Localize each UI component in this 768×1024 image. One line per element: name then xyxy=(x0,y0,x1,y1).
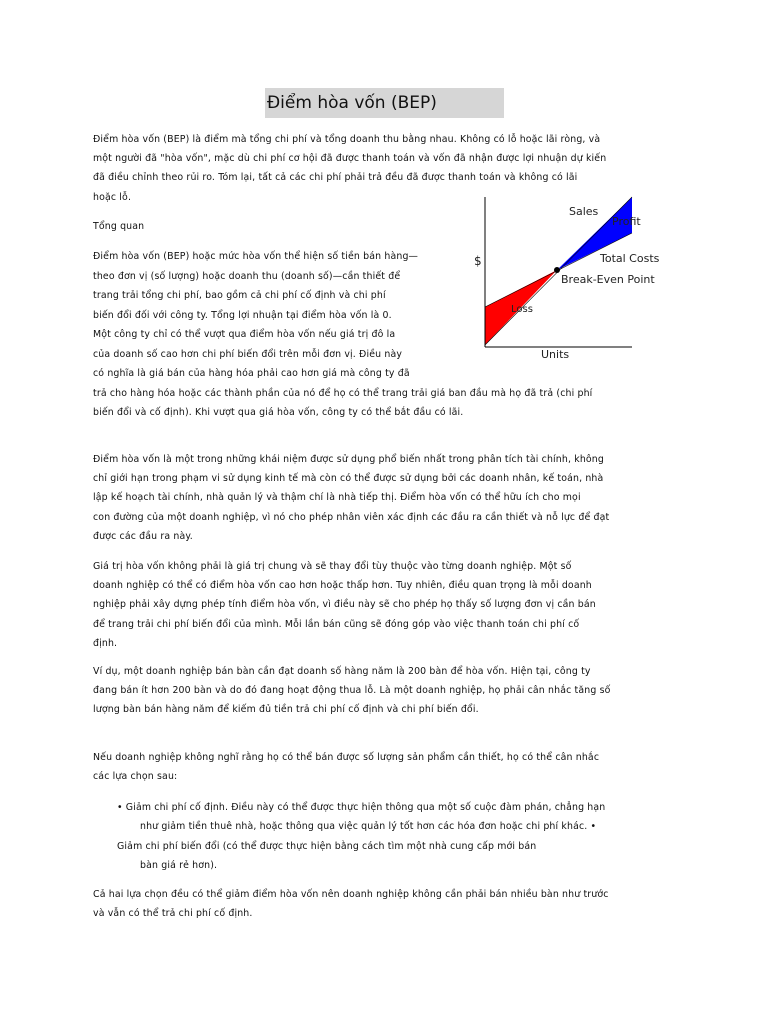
list-item: như giảm tiền thuê nhà, hoặc thông qua việc quản lý tốt hơn các hóa đơn hoặc chi phí khác. • xyxy=(140,821,597,833)
paragraph-2 xyxy=(93,450,675,546)
text-line: của doanh số cao hơn chi phí biến đổi trên mỗi đơn vị. Điều này xyxy=(93,348,403,360)
options-list xyxy=(117,798,677,876)
text-line: con đường của một doanh nghiệp, vì nó cho phép nhân viên xác định các đầu ra cần thiết và nỗ lực để đạt xyxy=(93,511,610,523)
text-line: được các đầu ra này. xyxy=(93,530,193,542)
text-line: nghiệp phải xây dựng phép tính điểm hòa vốn, vì điều này sẽ cho phép họ thấy số lượng đơn vị cần bán xyxy=(93,599,596,611)
text-line: hoặc lỗ. xyxy=(93,191,132,203)
text-line: theo đơn vị (số lượng) hoặc doanh thu (doanh số)—cần thiết để xyxy=(93,270,401,282)
list-item: • Giảm chi phí cố định. Điều này có thể được thực hiện thông qua một số cuộc đàm phán, chẳng hạn xyxy=(117,802,606,813)
sales-label: Sales xyxy=(569,205,599,218)
text-line: các lựa chọn sau: xyxy=(93,771,178,783)
break-even-point-marker xyxy=(554,267,560,273)
text-line: biến đổi đối với công ty. Tổng lợi nhuận tại điểm hòa vốn là 0. xyxy=(93,309,392,321)
overview-continued xyxy=(93,384,675,422)
paragraph-4 xyxy=(93,662,675,720)
text-line: Điểm hòa vốn (BEP) là điểm mà tổng chi phí và tổng doanh thu bằng nhau. Không có lỗ hoặc lãi ròng, và xyxy=(93,134,601,145)
text-line: lập kế hoạch tài chính, nhà quản lý và thậm chí là nhà tiếp thị. Điểm hòa vốn có thể hữu ích cho mọi xyxy=(93,492,581,504)
text-line: Một công ty chỉ có thể vượt qua điểm hòa vốn nếu giá trị đô la xyxy=(93,329,396,340)
overview-paragraph xyxy=(93,247,448,384)
text-line: biến đổi và cố định). Khi vượt qua giá hòa vốn, công ty có thể bắt đầu có lãi. xyxy=(93,407,464,419)
text-line: đang bán ít hơn 200 bàn và do đó đang hoạt động thua lỗ. Là một doanh nghiệp, họ phải cân nhắc tăng số xyxy=(93,685,611,697)
text-line: đã điều chỉnh theo rủi ro. Tóm lại, tất cả các chi phí phải trả đều đã được thanh toán và không có lãi xyxy=(93,172,578,184)
list-item: Giảm chi phí biến đổi (có thể được thực hiện bằng cách tìm một nhà cung cấp mới bán xyxy=(117,840,537,852)
text-line: để trang trải chi phí biến đổi của mình. Mỗi lần bán cũng sẽ đóng góp vào việc thanh toán chi phí cố xyxy=(93,618,580,630)
profit-label: Profit xyxy=(612,215,641,228)
break-even-chart xyxy=(470,193,670,363)
text-line: trang trải tổng chi phí, bao gồm cả chi phí cố định và chi phí xyxy=(93,290,386,301)
loss-label: Loss xyxy=(511,304,533,315)
text-line: Điểm hòa vốn (BEP) hoặc mức hòa vốn thể hiện số tiền bán hàng— xyxy=(93,251,419,262)
document-title: Điểm hòa vốn (BEP) xyxy=(265,88,504,118)
text-line: Giá trị hòa vốn không phải là giá trị chung và sẽ thay đổi tùy thuộc vào từng doanh nghiệp. Một số xyxy=(93,561,572,572)
section-heading: Tổng quan xyxy=(93,221,145,232)
text-line: có nghĩa là giá bán của hàng hóa phải cao hơn giá mà công ty đã xyxy=(93,368,410,379)
text-line: Điểm hòa vốn là một trong những khái niệm được sử dụng phổ biến nhất trong phân tích tài chính, không xyxy=(93,454,604,465)
paragraph-6 xyxy=(93,885,675,923)
text-line: lượng bàn bán hàng năm để kiếm đủ tiền trả chi phí cố định và chi phí biến đổi. xyxy=(93,704,479,716)
paragraph-5 xyxy=(93,748,675,786)
text-line: Nếu doanh nghiệp không nghĩ rằng họ có thể bán được số lượng sản phẩm cần thiết, họ có thể cân nhắc xyxy=(93,752,600,763)
list-item: bàn giá rẻ hơn). xyxy=(140,860,218,872)
text-line: doanh nghiệp có thể có điểm hòa vốn cao hơn hoặc thấp hơn. Tuy nhiên, điều quan trọng là mỗi doanh xyxy=(93,580,592,592)
text-line: định. xyxy=(93,637,118,649)
text-line: và vẫn có thể trả chi phí cố định. xyxy=(93,908,253,920)
break-even-point-label: Break-Even Point xyxy=(561,273,655,286)
text-line: Ví dụ, một doanh nghiệp bán bàn cần đạt doanh số hàng năm là 200 bàn để hòa vốn. Hiện tại, công ty xyxy=(93,666,591,677)
text-line: chỉ giới hạn trong phạm vi sử dụng kinh tế mà còn có thể được sử dụng bởi các doanh nhân, kế toán, nhà xyxy=(93,473,604,485)
text-line: một người đã "hòa vốn", mặc dù chi phí cơ hội đã được thanh toán và vốn đã nhận được lợi nhuận dự kiến xyxy=(93,153,607,165)
total-costs-label: Total Costs xyxy=(600,252,660,265)
text-line: Cả hai lựa chọn đều có thể giảm điểm hòa vốn nên doanh nghiệp không cần phải bán nhiều bàn như trước xyxy=(93,889,609,900)
paragraph-3 xyxy=(93,557,675,653)
text-line: trả cho hàng hóa hoặc các thành phần của nó để họ có thể trang trải giá ban đầu mà họ đã trả (chi phí xyxy=(93,388,593,399)
y-axis-label: $ xyxy=(474,254,482,268)
x-axis-label: Units xyxy=(541,348,570,361)
